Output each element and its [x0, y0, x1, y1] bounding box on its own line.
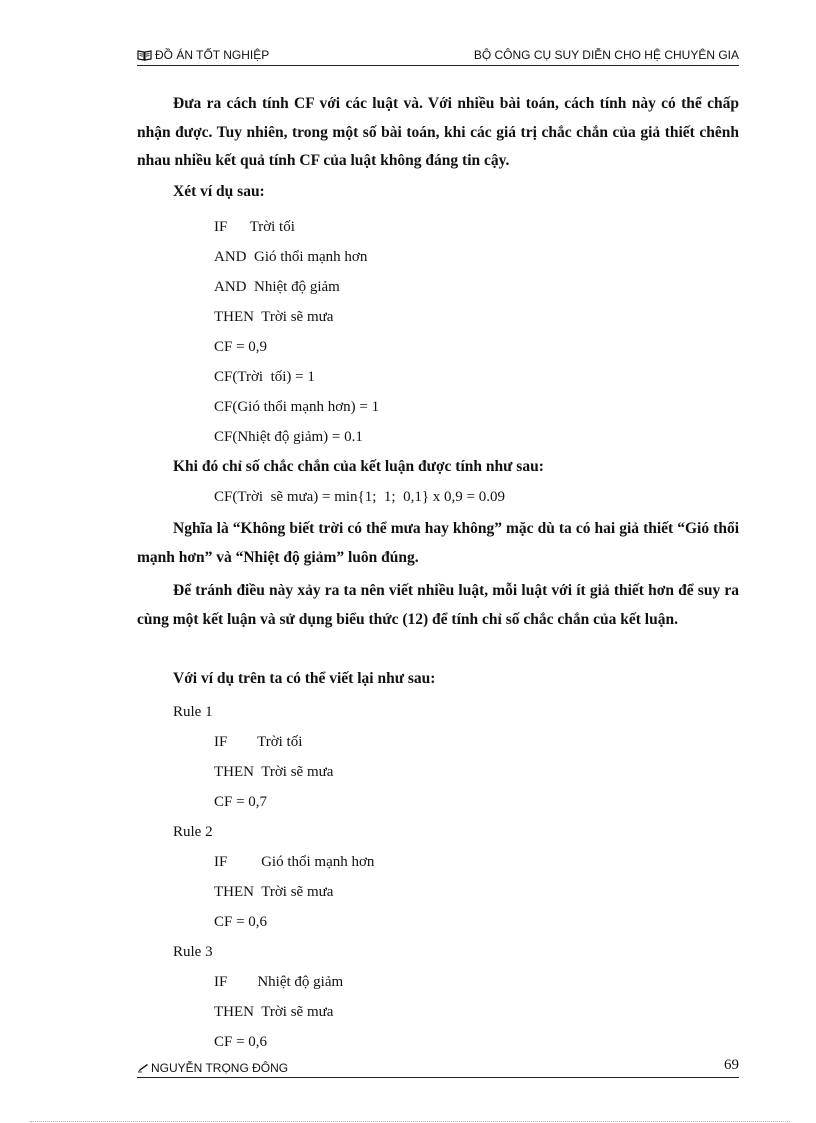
rule-2-title: Rule 2 [173, 824, 213, 840]
paragraph-intro: Đưa ra cách tính CF với các luật và. Với nhiều bài toán, cách tính này có thể chấp nhận được. Tuy nhiên, trong một số bài toán, khi các giá trị chắc chắn của giả thiết chênh nhau nhiều kết quả tính CF của luật không đáng tin cậy. [137, 95, 739, 169]
header-title-right: BỘ CÔNG CỤ SUY DIỄN CHO HỆ CHUYÊN GIA [473, 48, 739, 62]
example-heading: Xét ví dụ sau: [173, 183, 265, 200]
example-line-if: IF Trời tối [214, 219, 295, 235]
example-line-and-2: AND Nhiệt độ giảm [214, 279, 340, 295]
footer-author: NGUYỄN TRỌNG ĐÔNG [151, 1061, 289, 1075]
page-number: 69 [724, 1057, 739, 1073]
page-bottom-divider [30, 1121, 790, 1122]
footer-left [137, 1061, 288, 1075]
rule-3-then: THEN Trời sẽ mưa [214, 1004, 334, 1020]
pen-icon [137, 1063, 149, 1073]
rule-1-title: Rule 1 [173, 704, 213, 720]
example-line-cf-3: CF(Nhiệt độ giảm) = 0.1 [214, 429, 363, 445]
header-title-left: ĐỒ ÁN TỐT NGHIỆP [155, 48, 270, 62]
rule-2-cf: CF = 0,6 [214, 914, 268, 930]
rule-1-if: IF Trời tối [214, 734, 303, 750]
rewrite-heading: Với ví dụ trên ta có thể viết lại như sau: [173, 670, 436, 687]
rule-2-then: THEN Trời sẽ mưa [214, 884, 334, 900]
header-left [137, 48, 269, 62]
rule-3-cf: CF = 0,6 [214, 1034, 268, 1050]
rule-1-then: THEN Trời sẽ mưa [214, 764, 334, 780]
page-footer [137, 1057, 739, 1078]
example-line-cf: CF = 0,9 [214, 339, 268, 355]
conclusion-formula: CF(Trời sẽ mưa) = min{1; 1; 0,1} x 0,9 = 0.09 [214, 489, 506, 505]
paragraph-avoid: Để tránh điều này xảy ra ta nên viết nhiều luật, mỗi luật với ít giả thiết hơn để suy ra cùng một kết luận và sử dụng biểu thức (12) để tính chỉ số chắc chắn của kết luận. [137, 582, 739, 628]
example-line-then: THEN Trời sẽ mưa [214, 309, 334, 325]
rule-3-title: Rule 3 [173, 944, 213, 960]
example-line-and-1: AND Gió thổi mạnh hơn [214, 249, 368, 265]
conclusion-intro: Khi đó chỉ số chắc chắn của kết luận được tính như sau: [173, 458, 544, 475]
book-icon [137, 50, 152, 61]
rule-2-if: IF Gió thổi mạnh hơn [214, 854, 375, 870]
example-line-cf-2: CF(Gió thổi mạnh hơn) = 1 [214, 399, 380, 415]
paragraph-meaning: Nghĩa là “Không biết trời có thể mưa hay không” mặc dù ta có hai giả thiết “Gió thổi mạnh hơn” và “Nhiệt độ giảm” luôn đúng. [137, 520, 739, 566]
page-header [137, 47, 739, 66]
example-line-cf-1: CF(Trời tối) = 1 [214, 369, 315, 385]
rule-1-cf: CF = 0,7 [214, 794, 268, 810]
rule-3-if: IF Nhiệt độ giảm [214, 974, 344, 990]
